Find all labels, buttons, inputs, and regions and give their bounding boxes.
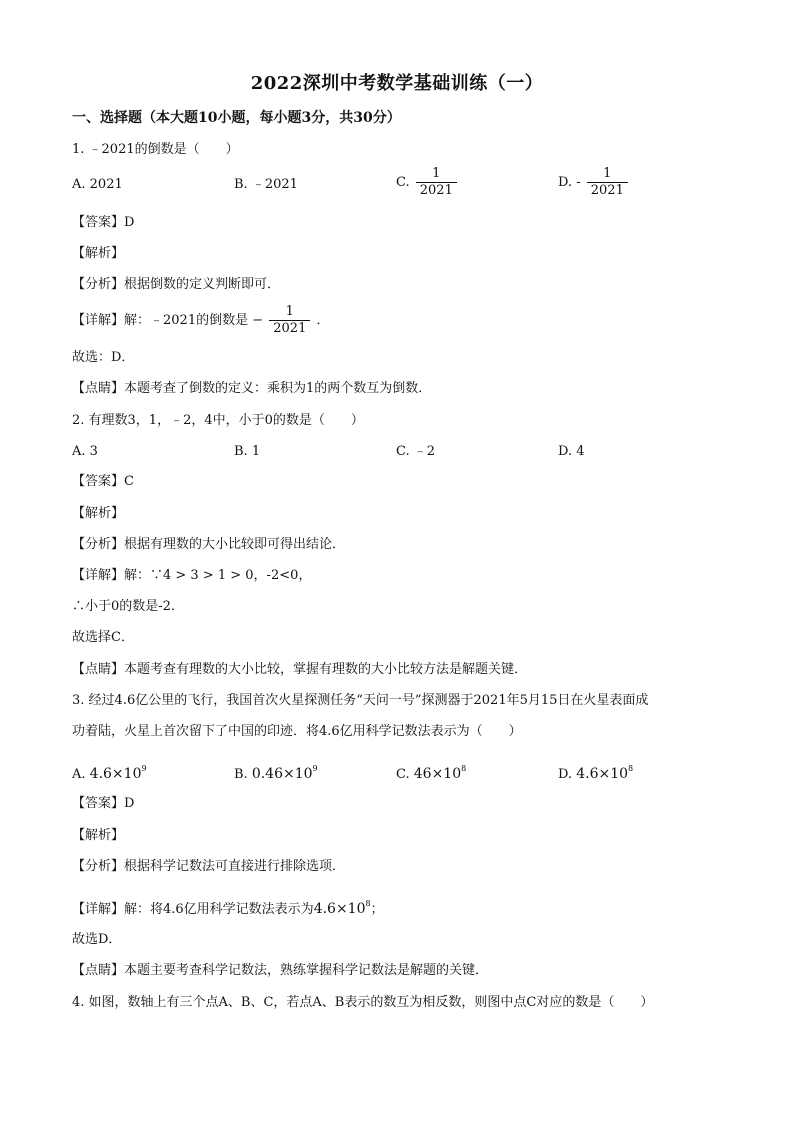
page-title: 2022深圳中考数学基础训练（一）	[250, 73, 544, 94]
q3-option-c-label: C.	[396, 767, 410, 782]
q1-detail	[72, 304, 330, 337]
q3-option-b-label: B.	[234, 767, 248, 782]
fraction-numerator: 1	[603, 166, 612, 181]
q2-option-d: D. 4	[558, 444, 585, 459]
q2-comment: 【点睛】本题考查有理数的大小比较，掌握有理数的大小比较方法是解题关键．	[72, 662, 528, 677]
q2-option-b: B. 1	[234, 444, 261, 459]
q1-choose: 故选：D．	[72, 350, 135, 365]
q1-option-d-label: D. -	[558, 175, 581, 190]
q2-answer: 【答案】C	[72, 474, 134, 489]
q3-option-c-value	[414, 766, 466, 782]
q3-option-b-value	[252, 766, 318, 782]
value-exponent: 9	[312, 764, 318, 773]
fraction-denominator: 2021	[416, 182, 457, 199]
q3-analysis-heading: 【解析】	[72, 828, 125, 843]
q3-option-d-label: D.	[558, 767, 573, 782]
q3-option-a-label: A.	[72, 767, 86, 782]
value-base: 4.6×10	[89, 766, 142, 782]
q1-option-d-fraction	[587, 166, 628, 199]
q3-option-d-value	[576, 766, 633, 782]
question-3-stem-line2: 功着陆，火星上首次留下了中国的印迹．将4.6亿用科学记数法表示为（ ）	[72, 724, 522, 739]
q1-detail-text: 【详解】解：﹣2021的倒数是 −	[72, 313, 264, 328]
value-base: 46×10	[413, 766, 462, 782]
q1-detail-suffix: ．	[316, 313, 330, 328]
value-base: 4.6×10	[576, 766, 629, 782]
q3-detail-value	[314, 901, 371, 917]
question-2-stem: 2. 有理数3，1，﹣2，4中，小于0的数是（ ）	[72, 413, 364, 428]
q1-option-c-fraction	[416, 166, 457, 199]
q3-comment: 【点睛】本题主要考查科学记数法，熟练掌握科学记数法是解题的关键．	[72, 963, 489, 978]
q3-option-b	[234, 760, 318, 784]
q1-option-a: A. 2021	[72, 177, 123, 192]
value-exponent: 8	[365, 899, 371, 908]
q1-comment: 【点睛】本题考查了倒数的定义：乘积为1的两个数互为倒数．	[72, 381, 432, 396]
question-3-stem-line1: 3. 经过4.6亿公里的飞行，我国首次火星探测任务“天问一号”探测器于2021年5月15日在火星表面成	[72, 693, 649, 708]
q2-option-a: A. 3	[72, 444, 98, 459]
q3-option-c	[396, 760, 466, 784]
q3-analysis: 【分析】根据科学记数法可直接进行排除选项．	[72, 859, 346, 874]
q2-analysis-heading: 【解析】	[72, 506, 125, 521]
fraction-denominator: 2021	[269, 320, 310, 337]
value-base: 0.46×10	[251, 766, 313, 782]
q1-option-c	[396, 166, 459, 199]
q1-detail-fraction	[269, 304, 310, 337]
value-exponent: 8	[461, 764, 467, 773]
q3-choose: 故选D．	[72, 932, 122, 947]
section-heading: 一、选择题（本大题10小题，每小题3分，共30分）	[72, 110, 401, 126]
value-exponent: 8	[628, 764, 634, 773]
q3-answer: 【答案】D	[72, 796, 135, 811]
q3-detail-suffix: ；	[370, 902, 384, 917]
fraction-numerator: 1	[285, 304, 294, 319]
fraction-denominator: 2021	[587, 182, 628, 199]
value-exponent: 9	[141, 764, 147, 773]
q3-detail	[72, 895, 384, 919]
value-base: 4.6×10	[313, 901, 366, 917]
q3-option-d	[558, 760, 633, 784]
q3-detail-text: 【详解】解：将4.6亿用科学记数法表示为	[72, 902, 314, 917]
q1-analysis: 【分析】根据倒数的定义判断即可．	[72, 277, 281, 292]
q2-option-c: C. ﹣2	[396, 444, 436, 459]
q2-analysis: 【分析】根据有理数的大小比较即可得出结论．	[72, 537, 346, 552]
q2-detail: 【详解】解：∵4 > 3 > 1 > 0，-2<0，	[72, 568, 312, 583]
q1-option-c-label: C.	[396, 175, 410, 190]
q1-answer: 【答案】D	[72, 215, 135, 230]
q1-option-d	[558, 166, 630, 199]
q2-choose: 故选择C．	[72, 630, 134, 645]
q1-option-b: B. ﹣2021	[234, 177, 298, 192]
question-4-stem: 4. 如图，数轴上有三个点A、B、C，若点A、B表示的数互为相反数，则图中点C对应的数是（ ）	[72, 995, 654, 1010]
q3-option-a-value	[90, 766, 147, 782]
q1-analysis-heading: 【解析】	[72, 246, 125, 261]
q3-option-a	[72, 760, 147, 784]
fraction-numerator: 1	[432, 166, 441, 181]
q2-therefore: ∴小于0的数是-2．	[72, 599, 184, 614]
question-1-stem: 1. ﹣2021的倒数是（ ）	[72, 142, 239, 157]
